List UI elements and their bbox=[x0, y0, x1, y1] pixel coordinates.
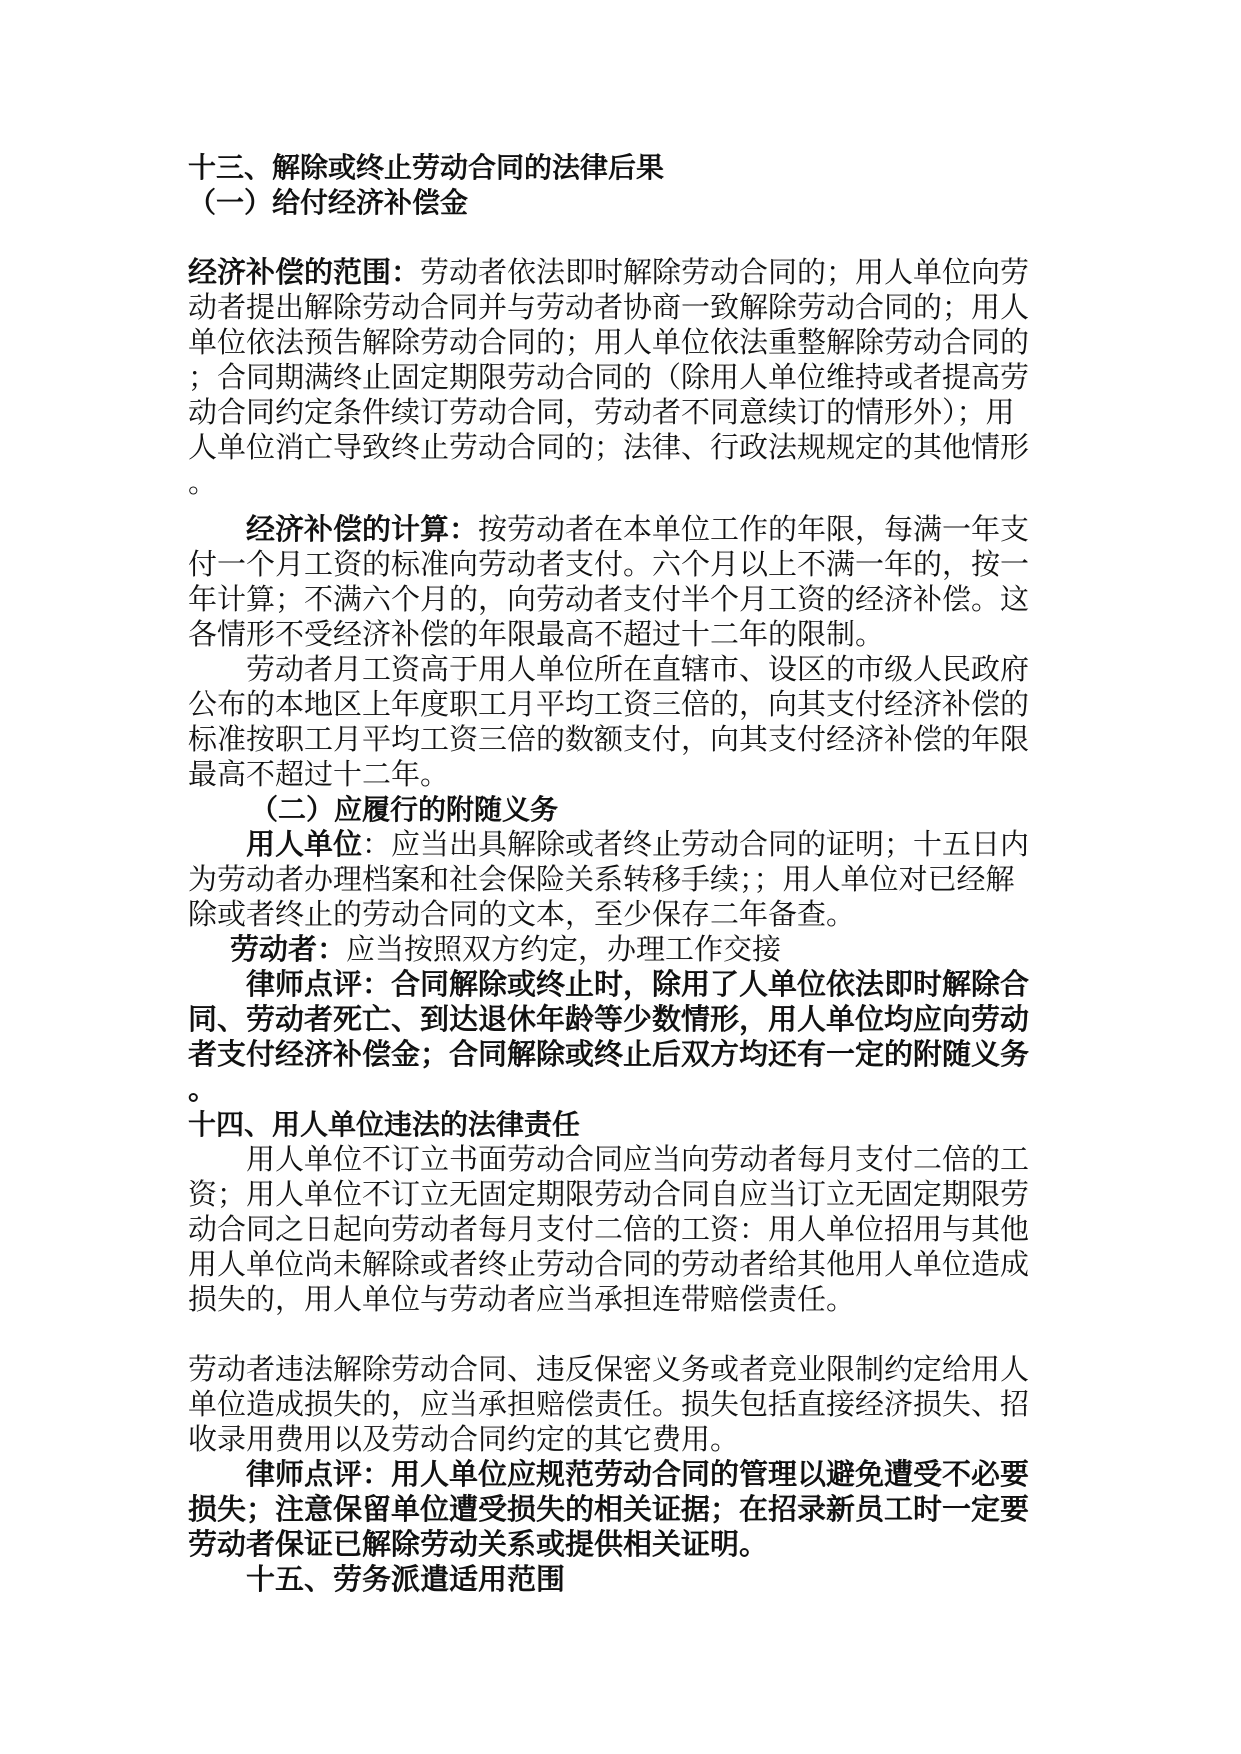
lawyer-comment-1 bbox=[188, 967, 1060, 1107]
subsection-1-heading: （一）给付经济补偿金 bbox=[188, 186, 469, 219]
text-line: 单位造成损失的，应当承担赔偿责任。损失包括直接经济损失、招 bbox=[188, 1387, 1030, 1421]
text-line: 人单位消亡导致终止劳动合同的；法律、行政法规规定的其他情形 bbox=[188, 430, 1030, 464]
lawyer-comment-2 bbox=[188, 1457, 1060, 1562]
text-line: 用人单位不订立书面劳动合同应当向劳动者每月支付二倍的工 bbox=[246, 1142, 1030, 1176]
text-line: 为劳动者办理档案和社会保险关系转移手续；；用人单位对已经解 bbox=[188, 862, 1015, 896]
text-line: 劳动者依法即时解除劳动合同的；用人单位向劳 bbox=[420, 255, 1030, 289]
text-line: 各情形不受经济补偿的年限最高不超过十二年的限制。 bbox=[188, 617, 885, 651]
text-line: 律师点评：合同解除或终止时，除用了人单位依法即时解除合 bbox=[246, 967, 1030, 1001]
worker-obligations-paragraph bbox=[188, 932, 1060, 967]
employer-label: 用人单位 bbox=[246, 827, 363, 861]
text-line: 动合同约定条件续订劳动合同，劳动者不同意续订的情形外）；用 bbox=[188, 395, 1015, 429]
compensation-calculation-label: 经济补偿的计算： bbox=[246, 512, 479, 546]
text-line: 损失；注意保留单位遭受损失的相关证据；在招录新员工时一定要 bbox=[188, 1492, 1030, 1526]
text-line: ；合同期满终止固定期限劳动合同的（除用人单位维持或者提高劳 bbox=[188, 360, 1030, 394]
compensation-calculation-paragraph bbox=[188, 512, 1060, 652]
text-line: 律师点评：用人单位应规范劳动合同的管理以避免遭受不必要 bbox=[246, 1457, 1030, 1491]
worker-label: 劳动者： bbox=[230, 932, 347, 966]
text-line: 资；用人单位不订立无固定期限劳动合同自应当订立无固定期限劳 bbox=[188, 1177, 1030, 1211]
compensation-scope-label: 经济补偿的范围： bbox=[188, 255, 421, 289]
employer-liability-paragraph bbox=[188, 1142, 1060, 1317]
text-line: 劳动者违法解除劳动合同、违反保密义务或者竞业限制约定给用人 bbox=[188, 1352, 1030, 1386]
section-15-heading: 十五、劳务派遣适用范围 bbox=[246, 1562, 566, 1596]
text-line: 动者提出解除劳动合同并与劳动者协商一致解除劳动合同的；用人 bbox=[188, 290, 1030, 324]
document-page bbox=[188, 150, 1060, 1597]
text-line: 标准按职工月平均工资三倍的数额支付，向其支付经济补偿的年限 bbox=[188, 722, 1030, 756]
text-line: 应当按照双方约定，办理工作交接 bbox=[346, 932, 782, 966]
subsection-2-heading: （二）应履行的附随义务 bbox=[250, 793, 559, 826]
compensation-scope-paragraph bbox=[188, 255, 1060, 500]
spacer bbox=[188, 220, 1060, 255]
section-13-heading: 十三、解除或终止劳动合同的法律后果 bbox=[188, 151, 665, 184]
text-line: 劳动者月工资高于用人单位所在直辖市、设区的市级人民政府 bbox=[246, 652, 1030, 686]
text-line: 损失的，用人单位与劳动者应当承担连带赔偿责任。 bbox=[188, 1282, 856, 1316]
text-line: 动合同之日起向劳动者每月支付二倍的工资：用人单位招用与其他 bbox=[188, 1212, 1030, 1246]
text-line: 单位依法预告解除劳动合同的；用人单位依法重整解除劳动合同的 bbox=[188, 325, 1030, 359]
text-line: 。 bbox=[188, 1072, 218, 1106]
text-line: 公布的本地区上年度职工月平均工资三倍的，向其支付经济补偿的 bbox=[188, 687, 1030, 721]
monthly-wage-paragraph bbox=[188, 652, 1060, 792]
worker-liability-paragraph bbox=[188, 1352, 1060, 1457]
text-line: ：应当出具解除或者终止劳动合同的证明；十五日内 bbox=[362, 827, 1030, 861]
text-line: 劳动者保证已解除劳动关系或提供相关证明。 bbox=[188, 1527, 769, 1561]
employer-obligations-paragraph bbox=[188, 827, 1060, 932]
text-line: 除或者终止的劳动合同的文本，至少保存二年备查。 bbox=[188, 897, 856, 931]
text-line: 者支付经济补偿金；合同解除或终止后双方均还有一定的附随义务 bbox=[188, 1037, 1030, 1071]
section-14-heading: 十四、用人单位违法的法律责任 bbox=[188, 1108, 581, 1141]
text-line: 同、劳动者死亡、到达退休年龄等少数情形，用人单位均应向劳动 bbox=[188, 1002, 1030, 1036]
text-line: 最高不超过十二年。 bbox=[188, 757, 450, 791]
spacer bbox=[188, 1317, 1060, 1352]
text-line: 按劳动者在本单位工作的年限，每满一年支 bbox=[478, 512, 1030, 546]
text-line: 用人单位尚未解除或者终止劳动合同的劳动者给其他用人单位造成 bbox=[188, 1247, 1030, 1281]
spacer bbox=[188, 500, 1060, 512]
text-line: 收录用费用以及劳动合同约定的其它费用。 bbox=[188, 1422, 740, 1456]
text-line: 年计算；不满六个月的，向劳动者支付半个月工资的经济补偿。这 bbox=[188, 582, 1030, 616]
text-line: 付一个月工资的标准向劳动者支付。六个月以上不满一年的，按一 bbox=[188, 547, 1030, 581]
text-line: 。 bbox=[188, 465, 218, 499]
